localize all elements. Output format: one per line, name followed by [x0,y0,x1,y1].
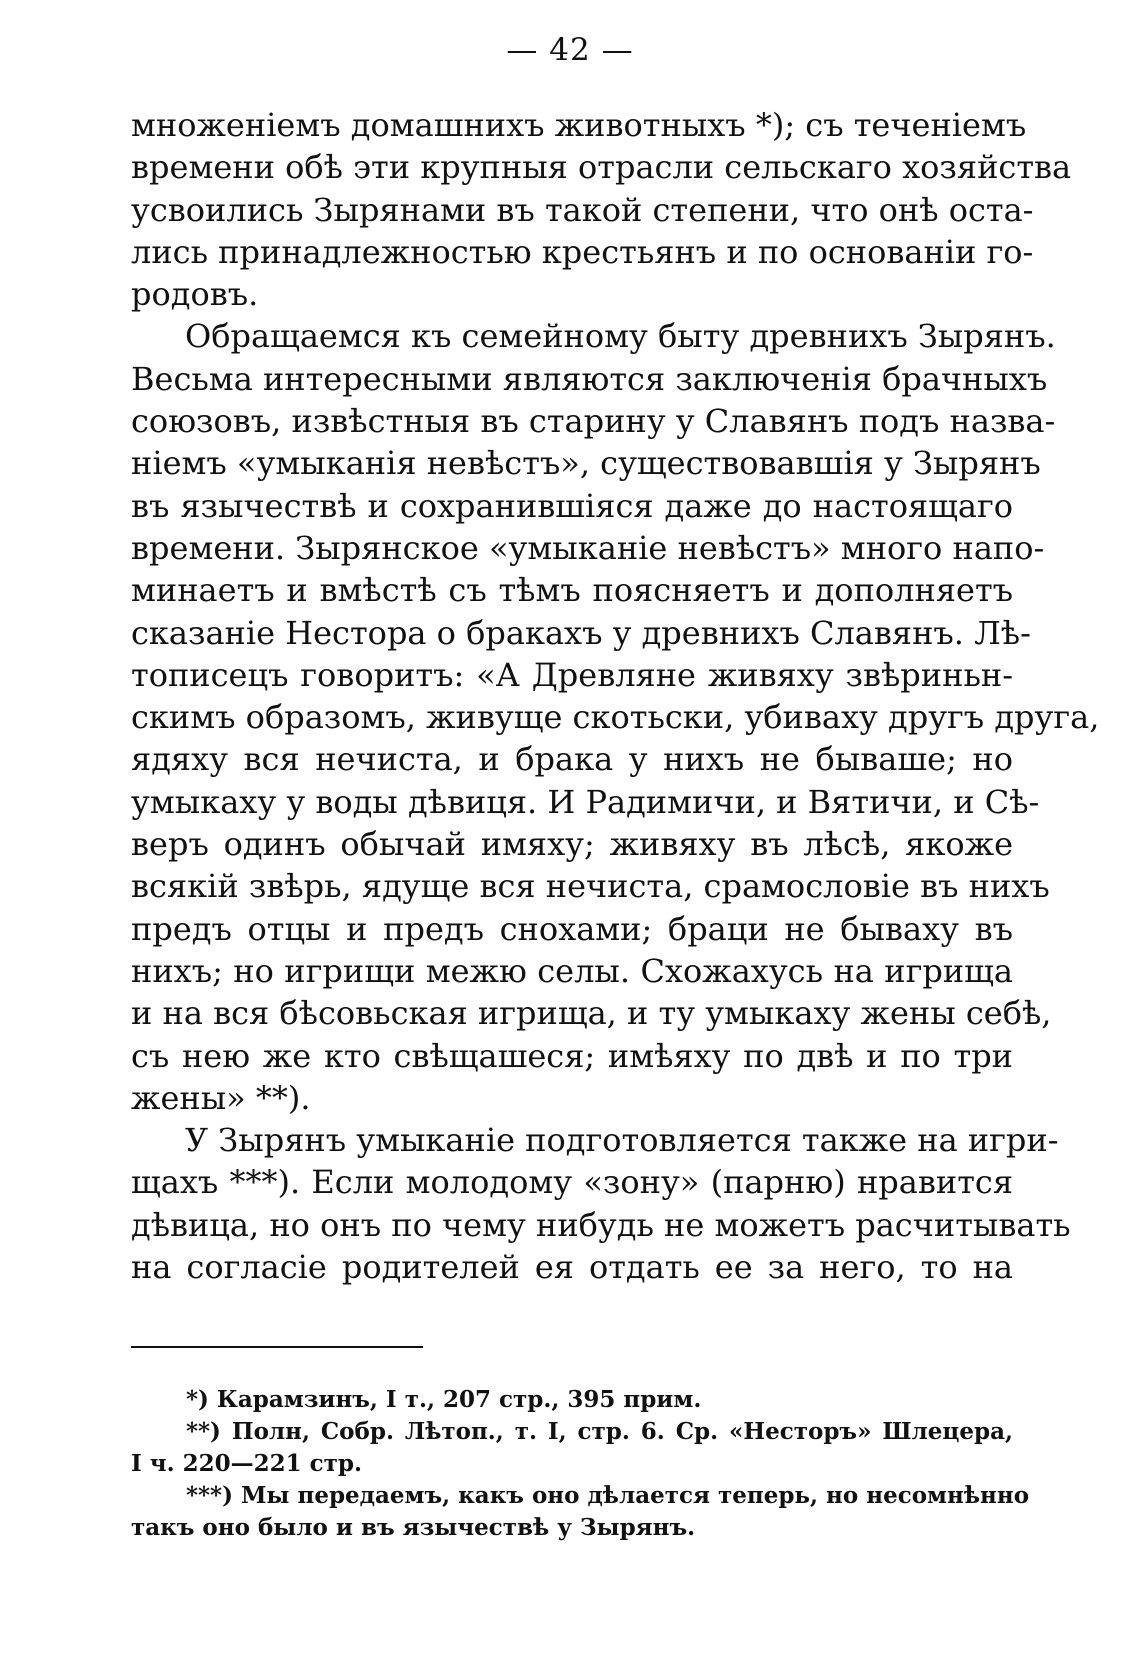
footnote-line: I ч. 220—221 стр. [131,1450,362,1477]
text-line: щахъ ***). Если молодому «зону» (парню) нравится [131,1163,1013,1202]
text-line: на согласіе родителей ея отдать ее за него, то на [131,1248,1013,1287]
footnote-line: **) Полн, Собр. Лѣтоп., т. I, стр. 6. Ср. «Несторъ» Шлецера, [186,1418,1013,1445]
text-line: дѣвица, но онъ по чему нибудь не можетъ расчитывать [131,1205,1071,1244]
text-line: множеніемъ домашнихъ животныхъ *); съ теченіемъ [131,106,1027,144]
text-line: сказаніе Нестора о бракахъ у древнихъ Славянъ. Лѣ- [131,613,1031,652]
text-line: родовъ. [131,275,259,314]
text-line: минаетъ и вмѣстѣ съ тѣмъ поясняетъ и дополняетъ [131,571,1013,610]
text-line: союзовъ, извѣстныя въ старину у Славянъ подъ назва- [131,402,1056,441]
text-line: лись принадлежностью крестьянъ и по основаніи го- [131,232,1034,271]
main-text [131,104,1100,1288]
footnote-divider [131,1346,423,1348]
text-line: всякій звѣрь, ядуще вся нечиста, срамословіе въ нихъ [131,867,1050,906]
text-line: Весьма интересными являются заключенія брачныхъ [131,359,1048,398]
page-number: — 42 — [506,32,634,68]
text-line: и на вся бѣсовьская игрища, и ту умыкаху жены себѣ, [131,994,1052,1033]
text-line: тописецъ говоритъ: «А Древляне живяху звѣриньн- [131,655,1013,694]
text-line: ніемъ «умыканія невѣстъ», существовавшія у Зырянъ [131,444,1041,483]
text-line: скимъ образомъ, живуще скотьски, убиваху другъ друга, [131,698,1100,737]
text-line: ядяху вся нечиста, и брака у нихъ не бываше; но [131,740,1013,779]
text-line: въ язычествѣ и сохранившіяся даже до настоящаго [131,486,1013,525]
footnote-line: ***) Мы передаемъ, какъ оно дѣлается теперь, но несомнѣнно [186,1482,1030,1509]
text-line: нихъ; но игрищи межю селы. Схожахусь на игрища [131,951,1013,990]
text-line: времени. Зырянское «умыканіе невѣстъ» много напо- [131,528,1045,567]
footnote-line: *) Карамзинъ, I т., 207 стр., 395 прим. [186,1386,702,1413]
text-line: веръ одинъ обычай имяху; живяху въ лѣсѣ, якоже [131,825,1013,864]
text-line: жены» **). [131,1078,311,1117]
footnote-line: такъ оно было и въ язычествѣ у Зырянъ. [131,1514,696,1541]
text-line: У Зырянъ умыканіе подготовляется также на игри- [185,1121,1059,1160]
footnotes [131,1384,1030,1544]
text-line: времени обѣ эти крупныя отрасли сельскаго хозяйства [131,148,1072,187]
text-line: съ нею же кто свѣщашеся; имѣяху по двѣ и по три [131,1036,1013,1075]
text-line: усвоились Зырянами въ такой степени, что онѣ оста- [131,190,1034,229]
text-line: предъ отцы и предъ снохами; браци не бываху въ [131,909,1013,948]
text-line: умыкаху у воды дѣвиця. И Радимичи, и Вятичи, и Сѣ- [131,782,1040,821]
text-line: Обращаемся къ семейному быту древнихъ Зырянъ. [185,317,1056,356]
